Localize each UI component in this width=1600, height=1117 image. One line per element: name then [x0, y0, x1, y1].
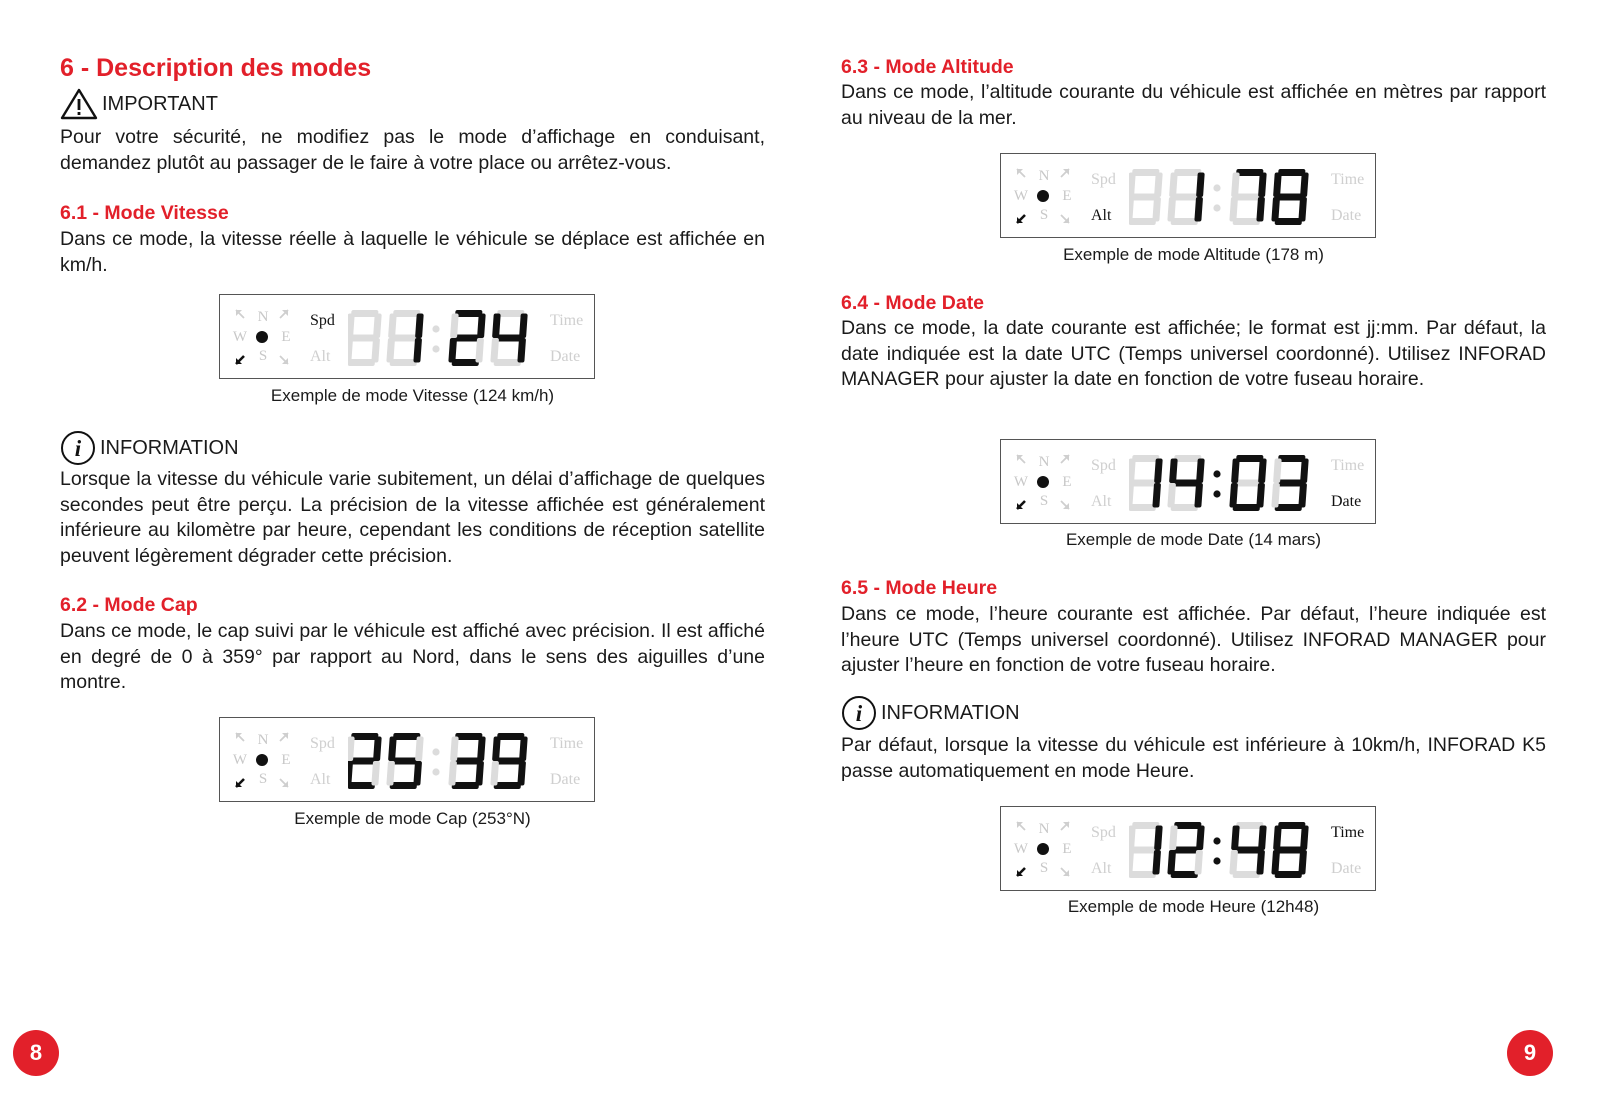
compass-arrow-se-icon	[1061, 868, 1069, 876]
digit-4	[490, 310, 528, 366]
digit-3	[1229, 822, 1267, 878]
compass-arrow-sw-icon	[236, 356, 244, 364]
compass-arrow-nw-icon	[236, 310, 244, 318]
compass-indicator	[230, 726, 296, 796]
digit-4	[1271, 455, 1309, 511]
indicator-alt: Alt	[1091, 860, 1112, 877]
digit-colon	[1213, 470, 1220, 497]
digit-2	[386, 733, 424, 789]
compass-center-dot	[1037, 190, 1049, 202]
section-6-2-title: 6.2 - Mode Cap	[60, 594, 198, 616]
compass-center-dot	[256, 754, 268, 766]
information-notice-right	[841, 695, 1020, 731]
compass-e-label: E	[1062, 188, 1072, 204]
compass-n-label: N	[257, 309, 269, 325]
section-6-1-text: Dans ce mode, la vitesse réelle à laquelle le véhicule se déplace est affichée en km/h.	[60, 228, 765, 276]
digit-colon	[1213, 837, 1220, 864]
compass-s-label: S	[1039, 207, 1049, 223]
digit-1	[1129, 169, 1163, 225]
compass-s-label: S	[258, 348, 268, 364]
digit-2	[1167, 455, 1205, 511]
digit-3	[1229, 455, 1267, 511]
indicator-time: Time	[550, 735, 584, 752]
information-label: INFORMATION	[881, 701, 1020, 724]
indicator-time: Time	[1331, 171, 1365, 188]
compass-indicator	[1011, 162, 1077, 232]
section-6-3-text: Dans ce mode, l’altitude courante du véhicule est affichée en mètres par rapport au niveau de la mer.	[841, 81, 1546, 129]
compass-s-label: S	[1039, 860, 1049, 876]
compass-arrow-ne-icon	[280, 310, 288, 318]
information-text-right: Par défaut, lorsque la vitesse du véhicule est inférieure à 10km/h, INFORAD K5 passe automatiquement en mode Heure.	[841, 734, 1546, 782]
important-notice	[60, 88, 218, 120]
indicator-date: Date	[550, 348, 581, 365]
indicator-spd: Spd	[310, 735, 335, 752]
information-icon	[841, 695, 877, 731]
important-text: Pour votre sécurité, ne modifiez pas le mode d’affichage en conduisant, demandez plutôt au passager de le faire à votre place ou arrêtez-vous.	[60, 126, 765, 174]
compass-center-dot	[1037, 476, 1049, 488]
section-6-5-text: Dans ce mode, l’heure courante est affichée. Par défaut, l’heure indiquée est l’heure UTC (Temps universel coordonné). Utilisez INFORAD MANAGER pour ajuster l’heure en fonction de votre fuseau horaire.	[841, 603, 1546, 677]
lcd-speed	[219, 294, 595, 379]
page-number-right: 9	[1507, 1030, 1553, 1076]
compass-arrow-sw-icon	[1017, 501, 1025, 509]
digit-3	[448, 733, 486, 789]
compass-arrow-sw-icon	[1017, 868, 1025, 876]
compass-w-label: W	[232, 329, 248, 345]
section-6-4-title: 6.4 - Mode Date	[841, 292, 985, 314]
indicator-alt: Alt	[1091, 207, 1112, 224]
indicator-time: Time	[550, 312, 584, 329]
indicator-date: Date	[1331, 860, 1362, 877]
indicator-spd: Spd	[1091, 824, 1116, 841]
indicator-spd: Spd	[1091, 457, 1116, 474]
seven-segment-digits	[1129, 819, 1319, 881]
compass-arrow-nw-icon	[1017, 822, 1025, 830]
lcd-altitude	[1000, 153, 1376, 238]
compass-w-label: W	[1013, 188, 1029, 204]
digit-colon	[1213, 184, 1220, 211]
section-6-1-title: 6.1 - Mode Vitesse	[60, 202, 229, 224]
indicator-alt: Alt	[310, 348, 331, 365]
caption-speed: Exemple de mode Vitesse (124 km/h)	[270, 386, 555, 405]
compass-arrow-se-icon	[1061, 501, 1069, 509]
compass-n-label: N	[1038, 168, 1050, 184]
compass-indicator	[230, 303, 296, 373]
section-6-3-title: 6.3 - Mode Altitude	[841, 56, 1014, 78]
compass-center-dot	[1037, 843, 1049, 855]
digit-1	[348, 310, 382, 366]
digit-4	[1271, 169, 1309, 225]
digit-1	[1129, 455, 1163, 511]
caption-cap: Exemple de mode Cap (253°N)	[294, 809, 531, 828]
section-6-5-title: 6.5 - Mode Heure	[841, 577, 998, 599]
indicator-date: Date	[1331, 493, 1362, 510]
compass-indicator	[1011, 448, 1077, 518]
compass-e-label: E	[281, 752, 291, 768]
information-text: Lorsque la vitesse du véhicule varie subitement, un délai d’affichage de quelques secondes peut être perçu. La précision de la vitesse affichée est généralement inférieure au kilomètre par heure, cependant les conditions de réception satellite peuvent légèrement dégrader cette précision.	[60, 468, 765, 567]
page-title: 6 - Description des modes	[60, 54, 372, 82]
caption-date: Exemple de mode Date (14 mars)	[1065, 530, 1322, 549]
important-label: IMPORTANT	[102, 92, 218, 115]
compass-n-label: N	[257, 732, 269, 748]
compass-arrow-ne-icon	[1061, 822, 1069, 830]
indicator-alt: Alt	[310, 771, 331, 788]
digit-3	[448, 310, 486, 366]
digit-1	[348, 733, 382, 789]
lcd-date	[1000, 439, 1376, 524]
compass-arrow-se-icon	[1061, 215, 1069, 223]
digit-colon	[432, 748, 439, 775]
seven-segment-digits	[348, 307, 538, 369]
digit-2	[1167, 169, 1205, 225]
compass-n-label: N	[1038, 454, 1050, 470]
lcd-cap	[219, 717, 595, 802]
caption-altitude: Exemple de mode Altitude (178 m)	[1063, 245, 1324, 264]
indicator-time: Time	[1331, 457, 1365, 474]
indicator-date: Date	[550, 771, 581, 788]
compass-arrow-se-icon	[280, 779, 288, 787]
digit-colon	[432, 325, 439, 352]
compass-arrow-sw-icon	[236, 779, 244, 787]
compass-w-label: W	[1013, 841, 1029, 857]
compass-n-label: N	[1038, 821, 1050, 837]
information-icon	[60, 430, 96, 466]
indicator-alt: Alt	[1091, 493, 1112, 510]
compass-arrow-nw-icon	[1017, 169, 1025, 177]
compass-e-label: E	[1062, 474, 1072, 490]
compass-center-dot	[256, 331, 268, 343]
lcd-time	[1000, 806, 1376, 891]
compass-arrow-sw-icon	[1017, 215, 1025, 223]
digit-2	[386, 310, 424, 366]
indicator-date: Date	[1331, 207, 1362, 224]
indicator-spd: Spd	[1091, 171, 1116, 188]
compass-s-label: S	[1039, 493, 1049, 509]
compass-arrow-ne-icon	[280, 733, 288, 741]
svg-text:i: i	[855, 701, 863, 726]
compass-arrow-se-icon	[280, 356, 288, 364]
compass-e-label: E	[281, 329, 291, 345]
digit-4	[1271, 822, 1309, 878]
warning-icon	[60, 88, 98, 120]
compass-arrow-ne-icon	[1061, 169, 1069, 177]
compass-indicator	[1011, 815, 1077, 885]
seven-segment-digits	[1129, 166, 1319, 228]
compass-arrow-nw-icon	[1017, 455, 1025, 463]
seven-segment-digits	[348, 730, 538, 792]
section-6-2-text: Dans ce mode, le cap suivi par le véhicule est affiché avec précision. Il est affiché en degré de 0 à 359° par rapport au Nord, dans le sens des aiguilles d’une montre.	[60, 620, 765, 694]
digit-1	[1129, 822, 1163, 878]
compass-arrow-nw-icon	[236, 733, 244, 741]
page-number-left: 8	[13, 1030, 59, 1076]
svg-text:i: i	[74, 436, 82, 461]
caption-time: Exemple de mode Heure (12h48)	[1067, 897, 1320, 916]
compass-w-label: W	[1013, 474, 1029, 490]
compass-s-label: S	[258, 771, 268, 787]
section-6-4-text: Dans ce mode, la date courante est affichée; le format est jj:mm. Par défaut, la date indiquée est la date UTC (Temps universel coordonné). Utilisez INFORAD MANAGER pour ajuster la date en fonction de votre fuseau horaire.	[841, 317, 1546, 391]
digit-2	[1167, 822, 1205, 878]
seven-segment-digits	[1129, 452, 1319, 514]
information-notice	[60, 430, 239, 466]
compass-arrow-ne-icon	[1061, 455, 1069, 463]
compass-w-label: W	[232, 752, 248, 768]
digit-4	[490, 733, 528, 789]
indicator-spd: Spd	[310, 312, 335, 329]
digit-3	[1229, 169, 1267, 225]
indicator-time: Time	[1331, 824, 1365, 841]
information-label: INFORMATION	[100, 436, 239, 459]
compass-e-label: E	[1062, 841, 1072, 857]
